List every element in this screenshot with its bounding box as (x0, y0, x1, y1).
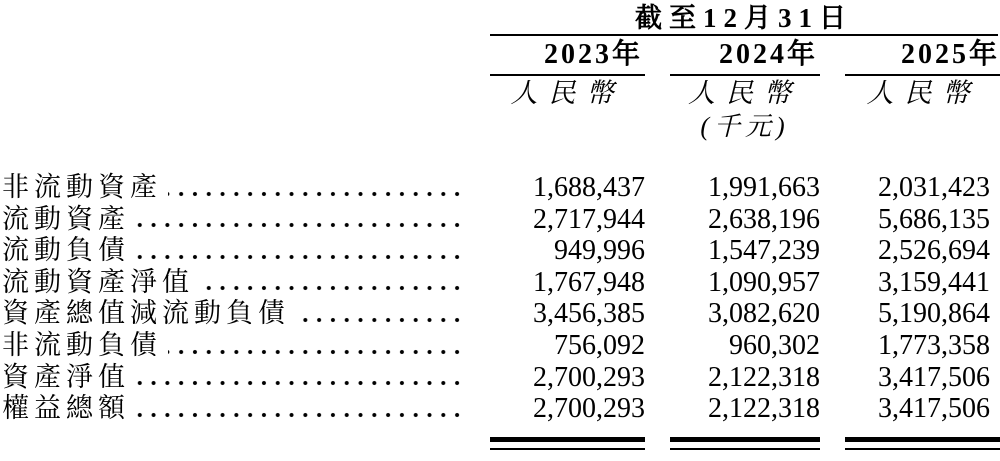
cell-value: 1,773,358 (878, 329, 990, 361)
cell-value: 1,090,957 (708, 266, 820, 298)
table-row (0, 362, 1000, 394)
cell-value: 1,767,948 (533, 266, 645, 298)
table-body (0, 172, 1000, 425)
dot-leader (136, 362, 466, 394)
period-header: 截至12月31日 (635, 3, 853, 33)
table-row (0, 393, 1000, 425)
total-rule-thick (845, 437, 1000, 442)
unit-label: (千元) (700, 112, 790, 141)
row-label: 流動負債 (2, 235, 130, 266)
dot-leader (168, 330, 466, 362)
cell-value: 2,700,293 (533, 393, 645, 425)
table-row (0, 298, 1000, 330)
cell-value: 2,526,694 (878, 235, 990, 267)
row-label: 流動資產淨值 (2, 266, 194, 297)
cell-value: 3,417,506 (878, 393, 990, 425)
table-row (0, 235, 1000, 267)
total-rule-thin (845, 448, 1000, 450)
currency-label: 人民幣 (510, 78, 625, 108)
cell-value: 2,122,318 (708, 393, 820, 425)
dot-leader (200, 267, 466, 299)
cell-value: 1,547,239 (708, 235, 820, 267)
table-header (0, 2, 1000, 143)
year-column-header-2024: 2024年 (718, 39, 818, 70)
dot-leader (136, 204, 466, 236)
dot-leader (168, 172, 466, 204)
year-column-header-2025: 2025年 (900, 39, 1000, 70)
cell-value: 5,190,864 (878, 298, 990, 330)
spacer (2, 437, 490, 450)
table-row (0, 330, 1000, 362)
dot-leader (136, 393, 466, 425)
row-label: 資產淨值 (2, 361, 130, 392)
table-row (0, 172, 1000, 204)
row-label: 非流動資產 (2, 172, 162, 202)
dot-leader (136, 235, 466, 267)
spacer (2, 76, 490, 143)
cell-value: 960,302 (729, 329, 820, 361)
cell-value: 2,717,944 (533, 203, 645, 235)
total-double-rules (0, 437, 1000, 450)
year-column-header-2023: 2023年 (543, 39, 643, 70)
currency-label: 人民幣 (688, 78, 802, 108)
total-rule-thick (490, 437, 645, 442)
total-rule-thin (490, 448, 645, 450)
cell-value: 3,082,620 (708, 298, 820, 330)
cell-value: 2,031,423 (878, 172, 990, 203)
cell-value: 2,700,293 (533, 361, 645, 393)
cell-value: 3,417,506 (878, 361, 990, 393)
dot-leader (296, 298, 466, 330)
year-header-row (0, 36, 1000, 74)
row-label: 權益總額 (2, 393, 130, 424)
cell-value: 2,638,196 (708, 203, 820, 235)
table-row (0, 267, 1000, 299)
row-label: 非流動負債 (2, 329, 162, 360)
cell-value: 5,686,135 (878, 203, 990, 235)
cell-value: 1,991,663 (708, 172, 820, 203)
table-row (0, 204, 1000, 236)
total-rule-thin (670, 448, 820, 450)
cell-value: 2,122,318 (708, 361, 820, 393)
cell-value: 756,092 (554, 329, 645, 361)
spacer (2, 36, 490, 74)
cell-value: 949,996 (554, 235, 645, 267)
cell-value: 3,456,385 (533, 298, 645, 330)
currency-label: 人民幣 (866, 78, 981, 108)
row-label: 資產總值減流動負債 (2, 298, 290, 329)
cell-value: 3,159,441 (878, 266, 990, 298)
cell-value: 1,688,437 (533, 172, 645, 203)
currency-header-row (0, 76, 1000, 143)
row-label: 流動資產 (2, 203, 130, 234)
total-rule-thick (670, 437, 820, 442)
